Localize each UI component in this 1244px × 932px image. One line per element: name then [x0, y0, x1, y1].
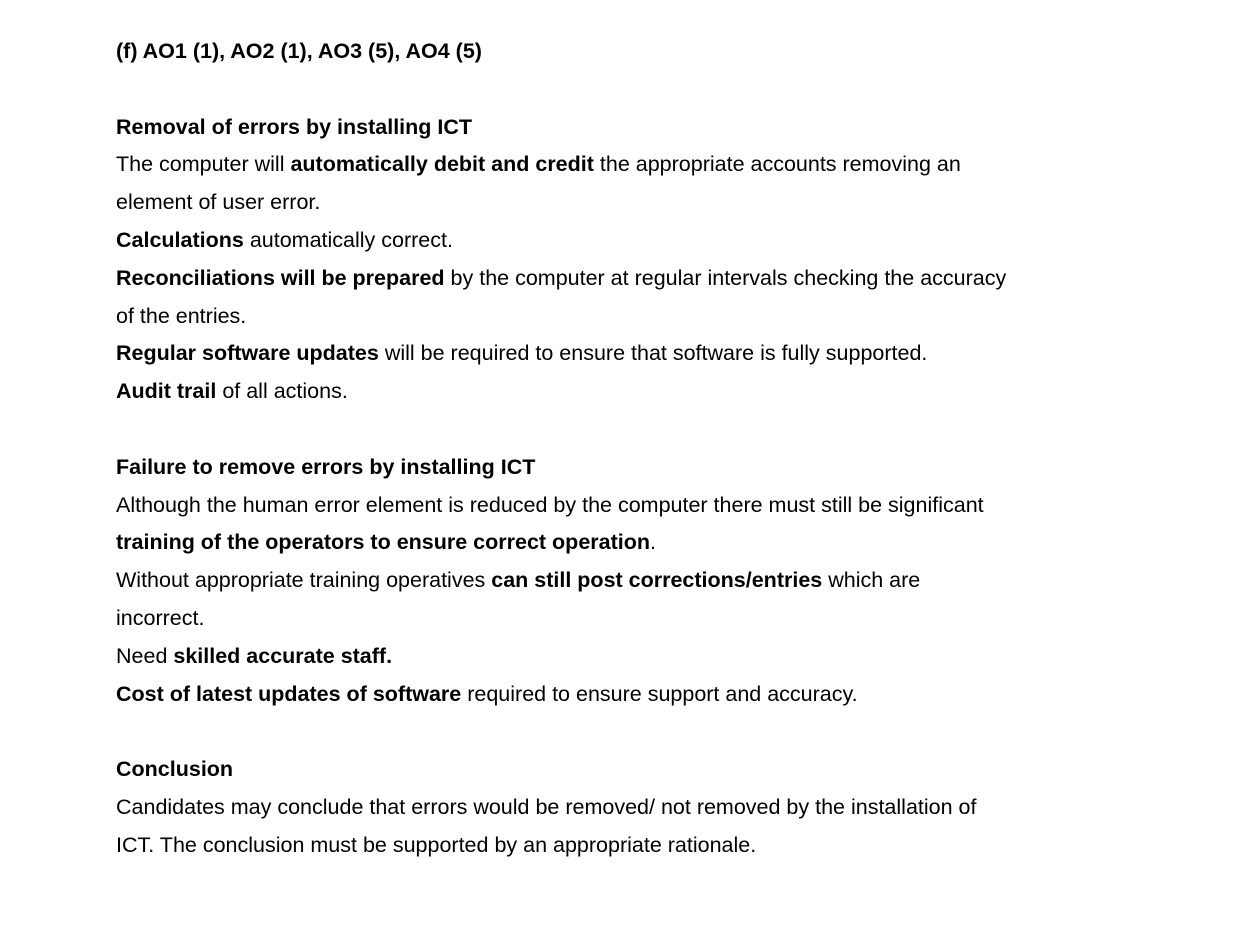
removal-point-reconciliations: Reconciliations will be prepared by the computer at regular intervals checking the accuracy — [116, 265, 1007, 290]
removal-point-software-updates: Regular software updates will be required to ensure that software is fully supported. — [116, 341, 928, 366]
removal-heading: Removal of errors by installing ICT — [116, 114, 473, 139]
conclusion-text-line-1: Candidates may conclude that errors would be removed/ not removed by the installation of — [116, 794, 977, 819]
failure-point-cost-updates: Cost of latest updates of software required to ensure support and accuracy. — [116, 681, 858, 706]
conclusion-section — [116, 751, 1126, 864]
removal-point-audit-trail: Audit trail of all actions. — [116, 379, 348, 404]
failure-heading: Failure to remove errors by installing ICT — [116, 454, 536, 479]
removal-point-debit-credit: The computer will automatically debit and credit the appropriate accounts removing an — [116, 152, 961, 177]
document-page — [116, 33, 1126, 865]
removal-point-reconciliations-cont: of the entries. — [116, 303, 247, 328]
failure-point-human-error-cont: training of the operators to ensure correct operation. — [116, 530, 656, 555]
failure-point-human-error: Although the human error element is reduced by the computer there must still be significant — [116, 492, 984, 517]
failure-point-training: Without appropriate training operatives can still post corrections/entries which are — [116, 568, 921, 593]
failure-point-skilled-staff: Need skilled accurate staff. — [116, 643, 393, 668]
removal-point-calculations: Calculations automatically correct. — [116, 227, 453, 252]
spacer — [116, 713, 1126, 751]
conclusion-text-line-2: ICT. The conclusion must be supported by an appropriate rationale. — [116, 832, 757, 857]
failure-section — [116, 449, 1126, 714]
removal-point-debit-credit-cont: element of user error. — [116, 190, 321, 215]
assessment-objectives-header: (f) AO1 (1), AO2 (1), AO3 (5), AO4 (5) — [116, 39, 482, 63]
spacer — [116, 411, 1126, 449]
removal-section — [116, 109, 1126, 411]
conclusion-heading: Conclusion — [116, 757, 234, 782]
spacer — [116, 71, 1126, 109]
failure-point-training-cont: incorrect. — [116, 605, 205, 630]
